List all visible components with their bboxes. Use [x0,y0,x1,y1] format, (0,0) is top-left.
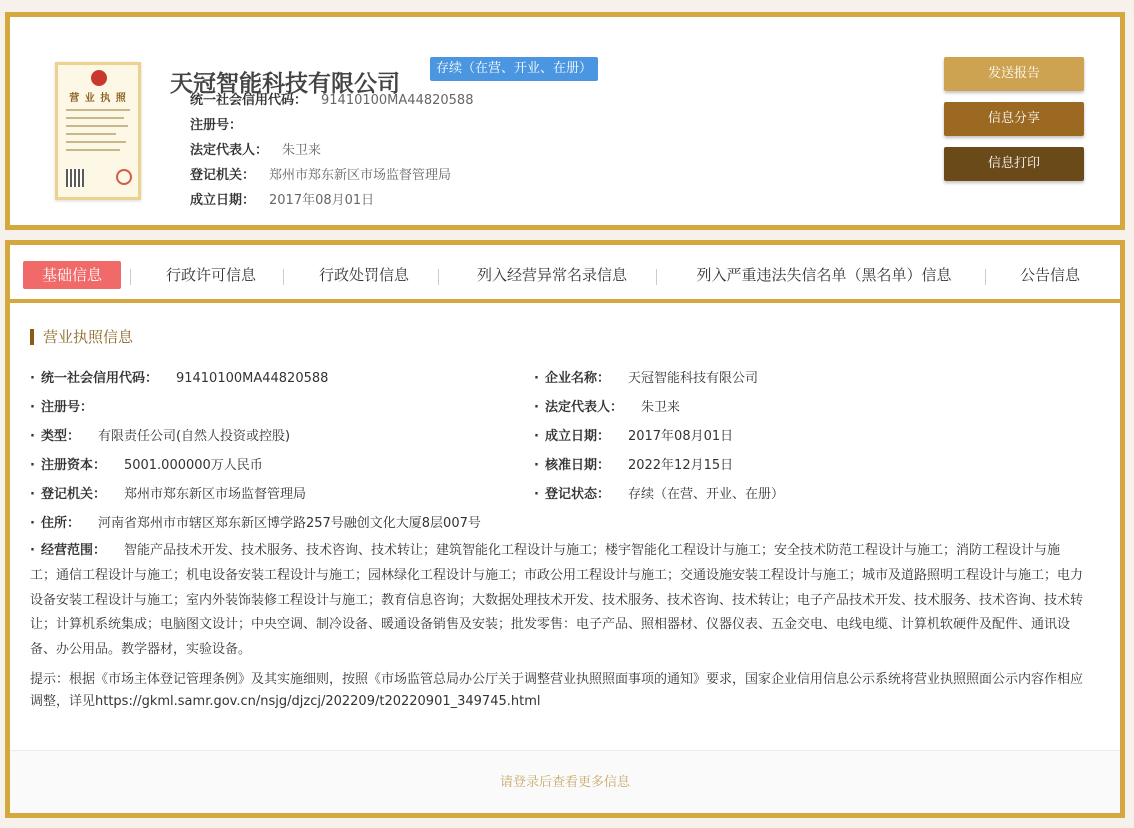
tab-blacklist[interactable]: 列入严重违法失信名单（黑名单）信息 [696,266,952,284]
tab-announcements[interactable]: 公告信息 [1019,266,1080,284]
tab-separator [130,269,131,285]
field-reg-no: · 注册号： [30,400,93,415]
tab-separator [438,269,439,285]
qr-code-icon [66,169,84,187]
print-info-button[interactable]: 信息打印 [944,147,1084,181]
detail-card [5,240,1125,818]
info-row-founded: 成立日期： 2017年08月01日 [190,193,375,208]
tab-separator [656,269,657,285]
field-type: · 类型： 有限责任公司(自然人投资或控股) [30,429,291,444]
company-summary-card [5,12,1125,230]
field-authority: · 登记机关： 郑州市郑东新区市场监督管理局 [30,487,306,502]
field-legal-rep: · 法定代表人： 朱卫来 [534,400,680,415]
tab-abnormal-list[interactable]: 列入经营异常名录信息 [476,266,627,284]
info-row-credit-code: 统一社会信用代码： 91410100MA44820588 [190,93,474,108]
tab-admin-license[interactable]: 行政许可信息 [165,266,256,284]
seal-icon [116,169,132,185]
business-license-thumbnail[interactable] [55,62,141,200]
field-capital: · 注册资本： 5001.000000万人民币 [30,458,263,473]
status-badge: 存续（在营、开业、在册） [430,57,598,81]
tab-bar [10,245,1120,303]
field-approved: · 核准日期： 2022年12月15日 [534,458,734,473]
share-info-button[interactable]: 信息分享 [944,102,1084,136]
notice-text: 提示：根据《市场主体登记管理条例》及其实施细则，按照《市场监管总局办公厅关于调整营业执照照面事项的通知》要求，国家企业信用信息公示系统将营业执照照面公示内容作相应调整，详见https://gkml.samr.gov.cn/nsjg/djzcj/202209/t20220901_349745.html [30,672,1084,709]
section-title: 营业执照信息 [30,329,133,345]
tab-separator [985,269,986,285]
info-row-authority: 登记机关： 郑州市郑东新区市场监督管理局 [190,168,452,183]
tab-separator [283,269,284,285]
send-report-button[interactable]: 发送报告 [944,57,1084,91]
info-row-reg-no: 注册号： [190,118,243,133]
field-business-scope: · 经营范围： 智能产品技术开发、技术服务、技术咨询、技术转让；建筑智能化工程设计与施工；楼宇智能化工程设计与施工；安全技术防范工程设计与施工；消防工程设计与施工；通信工程设计与施工；机电设备安装工程设计与施工；园林绿化工程设计与施工；市政公用工程设计与施工；交通设施安装工程设计与施工；城市及道路照明工程设计与施工；电力设备安装工程设计与施工；室内外装饰装修工程设计与施工；教育信息咨询；大数据处理技术开发、技术服务、技术咨询、技术转让；电子产品技术开发、技术服务、技术咨询、技术转让；计算机系统集成；电脑图文设计；中央空调、制冷设备、暖通设备销售及安装；批发零售：电子产品、照相器材、仪器仪表、五金交电、电线电缆、计算机软硬件及配件、通讯设备、办公用品。教学器材，实验设备。 [30,543,1084,658]
field-address: · 住所： 河南省郑州市市辖区郑东新区博学路257号融创文化大厦8层007号 [30,516,481,531]
national-emblem-icon [91,70,107,86]
license-thumb-title: 营 业 执 照 [69,93,127,104]
info-row-legal-rep: 法定代表人： 朱卫来 [190,143,322,158]
company-name-title: 天冠智能科技有限公司 [170,71,400,97]
field-credit-code: · 统一社会信用代码： 91410100MA44820588 [30,371,329,386]
field-company-name: · 企业名称： 天冠智能科技有限公司 [534,371,758,386]
tab-admin-penalty[interactable]: 行政处罚信息 [318,266,409,284]
login-more-info-link[interactable]: 请登录后查看更多信息 [10,750,1120,813]
field-founded: · 成立日期： 2017年08月01日 [534,429,734,444]
field-reg-status: · 登记状态： 存续（在营、开业、在册） [534,487,784,502]
tab-basic-info[interactable]: 基础信息 [23,261,121,289]
